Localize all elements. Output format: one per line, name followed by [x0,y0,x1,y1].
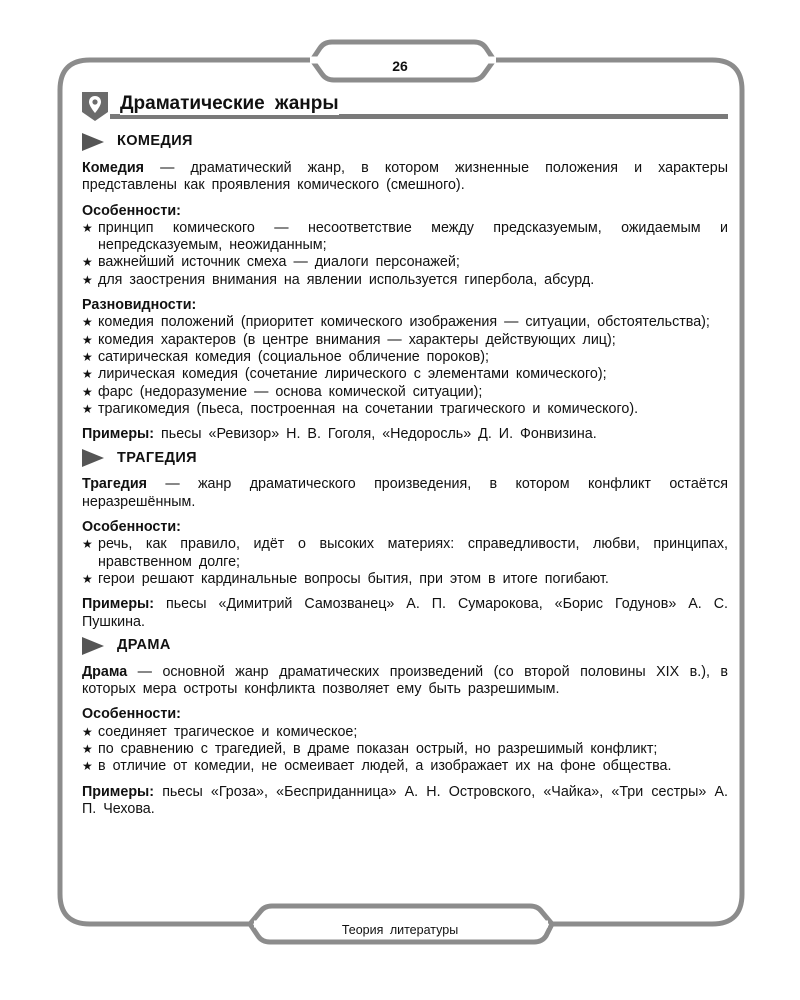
section-heading [82,635,728,657]
features-label: Особенности: [82,706,181,723]
list-item-text: принцип комического — несоответствие между предсказуемым, ожидаемым и непредсказуемым, неожиданным; [98,219,728,254]
map-pin-icon [80,90,110,122]
star-icon: ★ [82,349,93,364]
section-heading [82,447,728,469]
definition-text: — драматический жанр, в котором жизненные положения и характеры представлены как проявления комического (смешного). [82,160,728,194]
list-item [82,401,728,418]
term: Трагедия [82,476,147,493]
star-icon: ★ [82,384,93,399]
star-icon: ★ [82,742,93,757]
examples [82,426,728,443]
features-list [82,536,728,588]
definition [82,664,728,699]
examples [82,784,728,819]
features-label: Особенности: [82,202,181,219]
definition-text: — жанр драматического произведения, в котором конфликт остаётся неразрешённым. [82,476,728,510]
star-icon: ★ [82,220,93,235]
examples-text: пьесы «Ревизор» Н. В. Гоголя, «Недоросль» Д. И. Фонвизина. [154,426,597,443]
star-icon: ★ [82,537,93,552]
page-title-bar [80,90,728,122]
page-number: 26 [392,58,408,74]
section-title: КОМЕДИЯ [117,133,193,150]
list-item [82,366,728,383]
list-item-text: для заострения внимания на явлении используется гипербола, абсурд. [98,271,595,288]
list-item [82,571,728,588]
list-item-text: речь, как правило, идёт о высоких материях: справедливости, любви, принципах, нравственном долге; [98,536,728,570]
section-title: ДРАМА [117,637,171,654]
star-icon: ★ [82,255,93,270]
list-item [82,741,728,758]
features-label: Особенности: [82,519,181,536]
features-list [82,724,728,776]
list-item [82,220,728,255]
list-item [82,758,728,775]
definition-text: — основной жанр драматических произведений (со второй половины XIX в.), в которых мера остроты конфликта позволяет ему быть разрешимым. [82,663,728,698]
list-item-text: комедия характеров (в центре внимания — характеры действующих лиц); [98,331,616,348]
star-icon: ★ [82,724,93,739]
features-list [82,220,728,289]
play-arrow-icon [82,637,104,655]
page-title: Драматические жанры [120,93,339,114]
list-item-text: по сравнению с трагедией, в драме показан острый, но разрешимый конфликт; [98,741,658,758]
examples-text: пьесы «Гроза», «Бесприданница» А. Н. Островского, «Чайка», «Три сестры» А. П. Чехова. [82,783,728,817]
star-icon: ★ [82,332,93,347]
list-item [82,384,728,401]
list-item [82,724,728,741]
list-item-text: важнейший источник смеха — диалоги персонажей; [98,254,460,271]
list-item [82,536,728,571]
section-tragedy [82,447,728,630]
star-icon: ★ [82,272,93,287]
list-item-text: комедия положений (приоритет комического изображения — ситуации, обстоятельства); [98,314,710,331]
definition [82,476,728,511]
star-icon: ★ [82,759,93,774]
list-item-text: соединяет трагическое и комическое; [98,723,358,740]
examples-label: Примеры: [82,596,155,613]
list-item-text: в отличие от комедии, не осмеивает людей, а изображает их на фоне общества. [98,758,672,775]
list-item-text: герои решают кардинальные вопросы бытия, при этом в итоге погибают. [98,570,609,587]
list-item-text: фарс (недоразумение — основа комической ситуации); [98,383,483,400]
section-heading [82,131,728,153]
definition [82,160,728,195]
term: Комедия [82,160,145,176]
examples-label: Примеры: [82,426,155,443]
list-item [82,254,728,271]
play-arrow-icon [82,133,104,151]
list-item [82,332,728,349]
list-item [82,314,728,331]
star-icon: ★ [82,315,93,330]
list-item-text: сатирическая комедия (социальное обличение пороков); [98,348,489,365]
play-arrow-icon [82,449,104,467]
section-title: ТРАГЕДИЯ [117,449,197,466]
star-icon: ★ [82,401,93,416]
term: Драма [82,663,128,680]
examples [82,596,728,631]
varieties-list [82,314,728,418]
section-comedy [82,131,728,443]
list-item [82,272,728,289]
page-footer: Теория литературы [341,923,459,937]
varieties-label: Разновидности: [82,297,197,314]
star-icon: ★ [82,571,93,586]
list-item [82,349,728,366]
examples-label: Примеры: [82,783,155,800]
list-item-text: лирическая комедия (сочетание лирического с элементами комического); [98,366,607,383]
list-item-text: трагикомедия (пьеса, построенная на сочетании трагического и комического). [98,400,639,417]
star-icon: ★ [82,367,93,382]
examples-text: пьесы «Димитрий Самозванец» А. П. Сумарокова, «Борис Годунов» А. С. Пушкина. [82,596,728,630]
section-drama [82,635,728,818]
page-content [82,128,728,822]
